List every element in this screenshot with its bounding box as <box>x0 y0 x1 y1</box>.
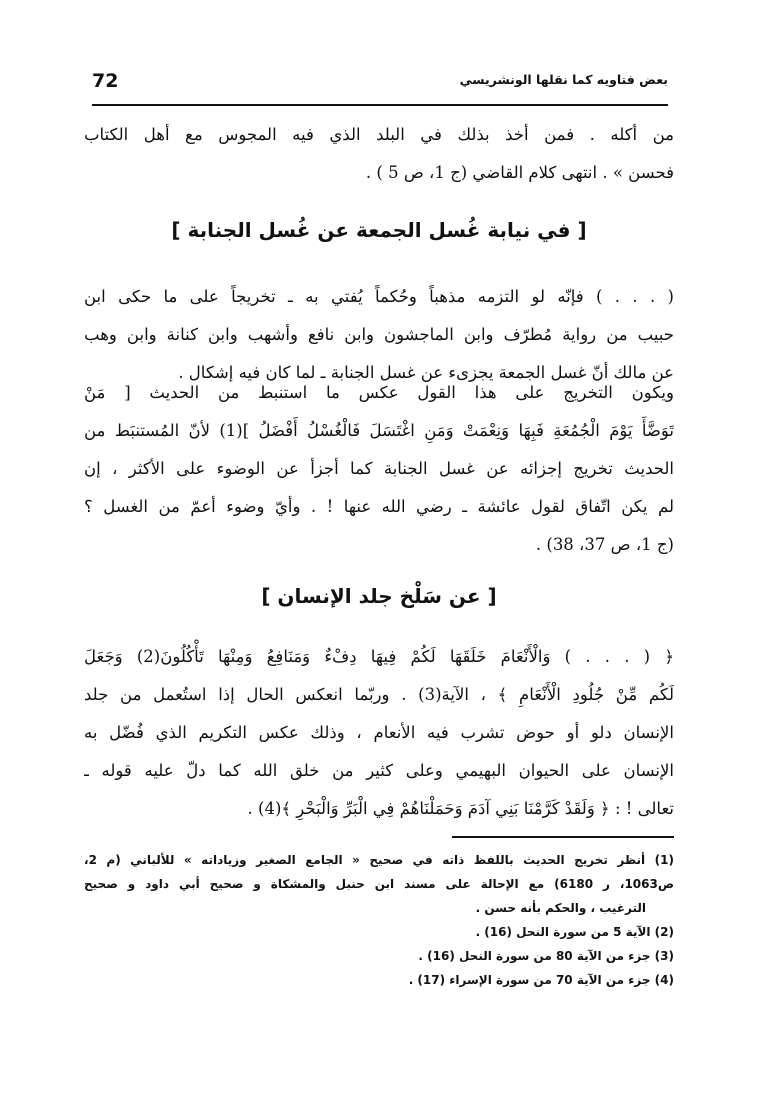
text-line: الإنسان دلو أو حوض تشرب فيه الأنعام ، وذلك عكس التكريم الذي فُضّل به <box>84 723 674 742</box>
section-heading-friday-ghusl: [ في نيابة غُسل الجمعة عن غُسل الجنابة ] <box>171 218 587 242</box>
intro-paragraph <box>84 116 674 192</box>
section-heading-human-skin: [ عن سَلْخ جلد الإنسان ] <box>261 584 497 608</box>
text-line: تَوَضَّأَ يَوْمَ الْجُمُعَةِ فَبِهَا وَنِعْمَتْ وَمَنِ اغْتَسَلَ فَالْغُسْلُ أَفْضَلُ ](1) لأنّ المُستنبَط من <box>84 421 674 440</box>
text-line: فحسن » . انتهى كلام القاضي (ج 1، ص 5 ) . <box>365 163 674 182</box>
text-line: ويكون التخريج على هذا القول عكس ما استنبط من الحديث [ مَنْ <box>84 383 674 402</box>
section2-paragraph <box>84 638 674 828</box>
text-line: عن مالك أنّ غسل الجمعة يجزىء عن غسل الجنابة ـ لما كان فيه إشكال . <box>178 363 674 382</box>
footnotes <box>84 848 674 992</box>
text-line: لم يكن اتّفاق لقول عائشة ـ رضي الله عنها ! . وأيّ وضوء أعمّ من الغسل ؟ <box>84 497 674 516</box>
footnote-4: (4) جزء من الآية 70 من سورة الإسراء (17) . <box>408 973 674 987</box>
footnote-3: (3) جزء من الآية 80 من سورة النحل (16) . <box>418 949 674 963</box>
footnote-1-line: الترغيب ، والحكم بأنه حسن . <box>475 901 646 915</box>
text-line: ( . . . ) فإنّه لو التزمه مذهباً وحُكماً يُفتي به ـ تخريجاً على ما حكى ابن <box>84 287 674 306</box>
section1-paragraph-2 <box>84 374 674 564</box>
text-line: ﴿ ( . . . ) وَالْأَنْعَامَ خَلَقَهَا لَكُمْ فِيهَا دِفْءٌ وَمَنَافِعُ وَمِنْهَا تَأْكُلُونَ(2) وَجَعَلَ <box>84 647 674 666</box>
text-line: من أكله . فمن أخذ بذلك في البلد الذي فيه المجوس مع أهل الكتاب <box>84 125 674 144</box>
text-line: الحديث تخريج إجزائه عن غسل الجنابة كما أجزأ عن الوضوء على الأكثر ، إن <box>84 459 674 478</box>
text-line: لَكُم مِّنْ جُلُودِ الْأَنْعَامِ ﴾ ، الآية(3) . وربّما انعكس الحال إذا استُعمل من جلد <box>84 685 674 704</box>
text-line: حبيب من رواية مُطرّف وابن الماجشون وابن نافع وأشهب وابن كنانة وابن وهب <box>84 325 674 344</box>
page-number: 72 <box>92 70 119 92</box>
running-title: بعض فتاويه كما نقلها الونشريسي <box>459 72 668 87</box>
text-line: الإنسان على الحيوان البهيمي وعلى كثير من خلق الله كما دلّ عليه قوله ـ <box>84 761 674 780</box>
footnote-2: (2) الآية 5 من سورة النحل (16) . <box>475 925 674 939</box>
text-line: تعالى ! : ﴿ وَلَقَدْ كَرَّمْنَا بَنِي آدَمَ وَحَمَلْنَاهُمْ فِي الْبَرِّ وَالْبَحْرِ ﴾(4) . <box>247 799 674 818</box>
footnote-divider <box>452 836 674 838</box>
footnote-1-line: ص1063، ر 6180) مع الإحالة على مسند ابن حنبل والمشكاة و صحيح أبي داود و صحيح <box>84 877 674 891</box>
footnote-1-line: (1) أنظر تخريج الحديث باللفظ ذاته في صحيح « الجامع الصغير وزياداته » للألباني (م 2، <box>84 853 674 867</box>
text-line: (ج 1، ص 37، 38) . <box>535 535 674 554</box>
page-header <box>92 70 668 106</box>
